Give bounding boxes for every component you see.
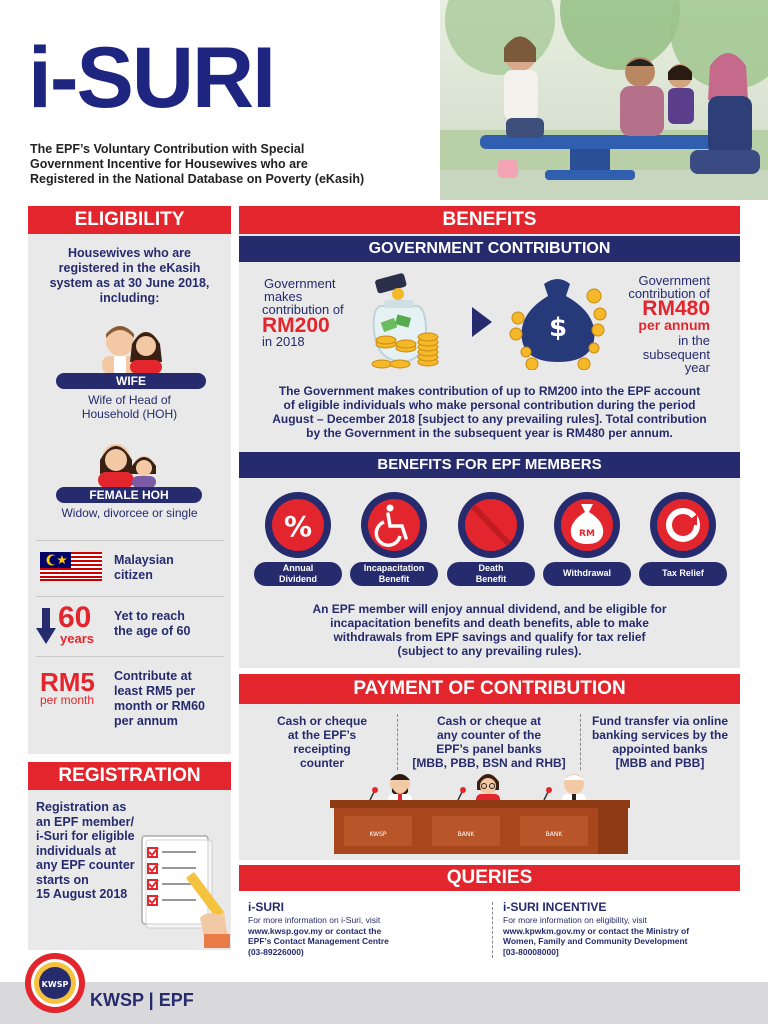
svg-text:%: % bbox=[283, 510, 313, 543]
age-text bbox=[114, 609, 190, 639]
subtitle-line: Government Incentive for Housewives who are bbox=[30, 157, 308, 171]
registration-line: Registration as bbox=[36, 800, 127, 814]
gov-left-year: in 2018 bbox=[262, 334, 305, 349]
benefit-label-line: Dividend bbox=[278, 574, 317, 584]
gov-right-line: Government bbox=[638, 273, 710, 288]
malaysia-flag-icon bbox=[40, 552, 102, 581]
payment-line: appointed banks bbox=[612, 742, 708, 756]
divider bbox=[36, 656, 224, 657]
payment-line: receipting bbox=[293, 742, 351, 756]
gov-left-line: contribution of bbox=[262, 302, 344, 317]
rm5-text bbox=[114, 669, 205, 729]
benefit-label-line: Annual bbox=[282, 563, 314, 573]
footer-logo-text: KWSP | EPF bbox=[90, 990, 194, 1010]
benefit-label-line: Incapacitation bbox=[363, 563, 425, 573]
counter-label: KWSP bbox=[369, 831, 387, 838]
benefit-item-tax-relief bbox=[635, 492, 731, 588]
counters-illustration bbox=[330, 770, 630, 856]
divider bbox=[492, 902, 493, 958]
rm-glyph: RM bbox=[579, 529, 595, 539]
queries-line: [03-80008000] bbox=[503, 946, 559, 957]
benefit-label bbox=[543, 562, 631, 586]
citizen-line: citizen bbox=[114, 568, 153, 582]
age-line: the age of 60 bbox=[114, 624, 191, 638]
gov-right-tail bbox=[612, 334, 710, 375]
registration-line: an EPF member/ bbox=[36, 814, 134, 829]
death-benefit-icon bbox=[443, 492, 539, 558]
gov-right-tail-line: in the bbox=[678, 333, 710, 348]
benefit-label bbox=[447, 562, 535, 586]
checklist-icon bbox=[140, 834, 232, 948]
registration-line: individuals at bbox=[36, 843, 116, 858]
money-bag-coins-icon bbox=[508, 274, 608, 370]
page-subtitle bbox=[30, 142, 460, 187]
members-paragraph-line: An EPF member will enjoy annual dividend, and be eligible for bbox=[312, 602, 667, 616]
registration-line: any EPF counter bbox=[36, 858, 135, 872]
rm5-line: month or RM60 bbox=[114, 699, 205, 713]
payment-line: at the EPF’s bbox=[287, 728, 357, 742]
gov-left-line: makes bbox=[264, 289, 303, 304]
registration-text bbox=[36, 800, 135, 902]
gov-right-line: contribution of bbox=[628, 286, 710, 301]
queries-line: For more information on eligibility, visit bbox=[503, 915, 647, 925]
subtitle-line: The EPF’s Voluntary Contribution with Special bbox=[30, 142, 305, 156]
registration-line: starts on bbox=[36, 872, 89, 887]
wife-description bbox=[28, 393, 231, 421]
queries-incentive-title: i-SURI INCENTIVE bbox=[503, 900, 607, 914]
payment-line: EPF’s panel banks bbox=[436, 742, 542, 756]
money-bag-icon bbox=[539, 492, 635, 558]
gov-left-text bbox=[262, 277, 344, 316]
age-line: Yet to reach bbox=[114, 609, 185, 623]
payment-column-epf bbox=[252, 714, 392, 770]
queries-incentive-text bbox=[503, 915, 739, 957]
page-title: i-SURI bbox=[28, 30, 274, 126]
members-paragraph-line: (subject to any prevailing rules). bbox=[397, 644, 582, 658]
benefit-item-annual-dividend bbox=[250, 492, 346, 588]
queries-line: Women, Family and Community Development bbox=[503, 936, 688, 946]
benefits-heading: BENEFITS bbox=[239, 206, 740, 234]
registration-heading: REGISTRATION bbox=[28, 762, 231, 790]
rm5-amount: RM5 bbox=[40, 667, 95, 697]
queries-line[interactable]: www.kwsp.gov.my or contact the bbox=[248, 925, 382, 936]
age-number: 60 bbox=[58, 601, 92, 634]
arrow-down-icon bbox=[36, 608, 56, 644]
rm5-line: least RM5 per bbox=[114, 684, 196, 698]
benefit-label-line: Tax Relief bbox=[662, 568, 704, 578]
members-paragraph-line: withdrawals from EPF savings and qualify for tax relief bbox=[333, 630, 646, 644]
couple-icon bbox=[96, 322, 168, 374]
gov-right-amount: RM480 bbox=[642, 297, 710, 320]
gov-left-line: Government bbox=[264, 276, 336, 291]
benefit-item-death bbox=[443, 492, 539, 588]
registration-line: i-Suri for eligible bbox=[36, 829, 135, 843]
gov-left-amount: RM200 bbox=[262, 314, 330, 337]
gov-paragraph bbox=[239, 384, 740, 440]
payment-line: Cash or cheque at bbox=[436, 714, 542, 728]
divider bbox=[580, 714, 581, 770]
benefit-label bbox=[254, 562, 342, 586]
benefit-label-line: Benefit bbox=[475, 574, 507, 584]
payment-line: [MBB, PBB, BSN and RHB] bbox=[412, 756, 566, 770]
queries-line[interactable]: www.kpwkm.gov.my or contact the Ministry of bbox=[503, 925, 690, 936]
family-photo bbox=[440, 0, 768, 200]
payment-line: Cash or cheque bbox=[276, 714, 368, 728]
rm5-line: per annum bbox=[114, 714, 178, 728]
gov-paragraph-line: August – December 2018 [subject to any prevailing rules]. Total contribution bbox=[272, 412, 707, 426]
queries-line: EPF’s Contact Management Centre bbox=[248, 936, 389, 946]
queries-line: For more information on i-Suri, visit bbox=[248, 915, 381, 925]
money-jar-icon bbox=[352, 270, 444, 370]
wife-label: WIFE bbox=[56, 373, 206, 389]
wife-desc-line: Wife of Head of bbox=[88, 393, 171, 407]
svg-text:$: $ bbox=[548, 313, 568, 343]
percent-icon bbox=[250, 492, 346, 558]
intro-line: registered in the eKasih bbox=[58, 261, 201, 275]
queries-heading: QUERIES bbox=[239, 865, 740, 891]
members-paragraph bbox=[239, 602, 740, 658]
gov-right-tail-line: year bbox=[684, 360, 710, 375]
members-paragraph-line: incapacitation benefits and death benefits, able to make bbox=[330, 616, 649, 630]
queries-isuri-title: i-SURI bbox=[248, 900, 284, 914]
wife-desc-line: Household (HOH) bbox=[81, 407, 178, 421]
divider bbox=[36, 596, 224, 597]
female-hoh-label: FEMALE HOH bbox=[56, 487, 202, 503]
female-hoh-icon bbox=[92, 436, 164, 488]
benefit-label-line: Withdrawal bbox=[563, 568, 611, 578]
gov-right-per: per annum bbox=[638, 317, 710, 333]
payment-column-panel-banks bbox=[400, 714, 578, 770]
citizen-line: Malaysian bbox=[114, 553, 174, 567]
epf-members-heading: BENEFITS FOR EPF MEMBERS bbox=[239, 452, 740, 478]
benefit-label-line: Death bbox=[478, 563, 504, 573]
benefit-label bbox=[350, 562, 438, 586]
payment-line: banking services by the bbox=[591, 728, 729, 742]
seal-text: KWSP bbox=[41, 980, 69, 989]
queries-isuri-text bbox=[248, 915, 488, 957]
queries-line: (03-89226000) bbox=[248, 946, 304, 957]
intro-line: system as at 30 June 2018, bbox=[49, 276, 210, 290]
citizen-text bbox=[114, 553, 174, 583]
rm5-unit: per month bbox=[40, 693, 95, 707]
payment-heading: PAYMENT OF CONTRIBUTION bbox=[239, 674, 740, 704]
payment-line: Fund transfer via online bbox=[591, 714, 729, 728]
divider bbox=[397, 714, 398, 770]
payment-column-online bbox=[582, 714, 738, 770]
benefit-label-line: Benefit bbox=[378, 574, 410, 584]
benefit-item-withdrawal bbox=[539, 492, 635, 588]
intro-line: Housewives who are bbox=[68, 246, 191, 260]
eligibility-intro bbox=[28, 246, 231, 306]
kwsp-seal-logo bbox=[24, 952, 86, 1014]
intro-line: including: bbox=[99, 291, 160, 305]
gov-paragraph-line: by the Government in the subsequent year is RM480 per annum. bbox=[306, 426, 673, 440]
counter-label: BANK bbox=[545, 831, 563, 838]
counter-label: BANK bbox=[457, 831, 475, 838]
payment-line: [MBB and PBB] bbox=[615, 756, 705, 770]
arrow-right-icon bbox=[472, 307, 492, 337]
benefit-label bbox=[639, 562, 727, 586]
eligibility-heading: ELIGIBILITY bbox=[28, 206, 231, 234]
benefit-item-incapacitation bbox=[346, 492, 442, 588]
gov-contribution-heading: GOVERNMENT CONTRIBUTION bbox=[239, 236, 740, 262]
age-unit: years bbox=[60, 631, 94, 646]
subtitle-line: Registered in the National Database on Poverty (eKasih) bbox=[30, 172, 365, 186]
gov-paragraph-line: of eligible individuals who make personal contribution during the period bbox=[283, 398, 696, 412]
divider bbox=[36, 540, 224, 541]
wheelchair-icon bbox=[346, 492, 442, 558]
female-hoh-description: Widow, divorcee or single bbox=[61, 506, 198, 520]
gov-paragraph-line: The Government makes contribution of up to RM200 into the EPF account bbox=[278, 384, 701, 398]
gov-right-tail-line: subsequent bbox=[642, 346, 710, 362]
tax-relief-icon bbox=[635, 492, 731, 558]
payment-line: counter bbox=[299, 756, 344, 770]
rm5-line: Contribute at bbox=[114, 669, 192, 683]
registration-line: 15 August 2018 bbox=[36, 887, 128, 901]
payment-line: any counter of the bbox=[436, 728, 541, 742]
